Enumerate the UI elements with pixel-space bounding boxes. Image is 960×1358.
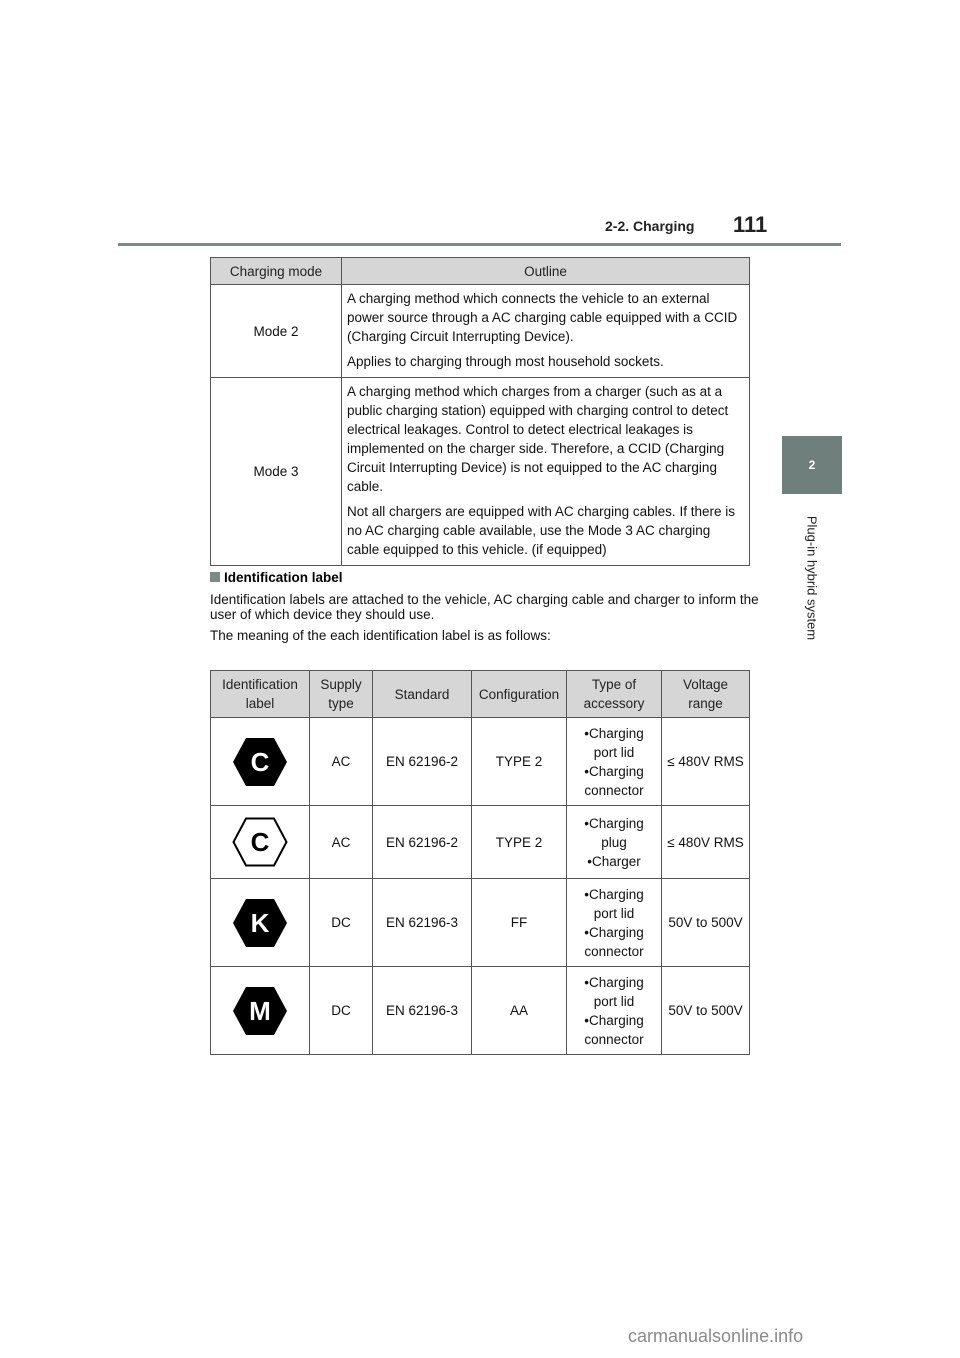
outline-cell (342, 378, 750, 566)
label-icon-cell (211, 879, 310, 967)
label-letter: C (250, 827, 270, 857)
accessory-line: • Charging (568, 885, 660, 904)
column-header-configuration: Configuration (472, 671, 567, 718)
accessory-cell (567, 879, 662, 967)
outline-paragraph: Not all chargers are equipped with AC charging cables. If there is no AC charging cable available, use the Mode 3 AC charging cable equipped to this vehicle. (if equipped) (347, 504, 735, 557)
voltage-range-cell: 50V to 500V (662, 967, 750, 1055)
charging-modes-table (210, 257, 750, 566)
hexagon-label-c-outline-icon (232, 817, 288, 867)
voltage-range-cell: 50V to 500V (662, 879, 750, 967)
chapter-number: 2 (808, 458, 816, 472)
accessory-line: • Charging (568, 1011, 660, 1030)
section-heading (210, 570, 343, 585)
voltage-range-cell: ≤ 480V RMS (662, 718, 750, 806)
accessory-line: • Charging (568, 973, 660, 992)
configuration-cell: FF (472, 879, 567, 967)
square-bullet-icon (210, 572, 220, 582)
mode-cell: Mode 3 (211, 378, 342, 566)
section-heading-text: Identification label (224, 570, 343, 585)
watermark: carmanualsonline.info (628, 1326, 804, 1346)
label-icon-cell (211, 718, 310, 806)
label-letter: C (250, 746, 270, 777)
column-header-charging-mode: Charging mode (211, 258, 342, 285)
configuration-cell: TYPE 2 (472, 718, 567, 806)
standard-cell: EN 62196-3 (373, 967, 472, 1055)
outline-paragraph: A charging method which charges from a charger (such as at a public charging station) equipped with charging control to detect electrical leakages. Control to detect electrical leakages is implemented on the charger side. Therefore, a CCID (Charging Circuit Interrupting Device) is not equipped to the AC charging cable. (347, 384, 729, 494)
table-row (211, 378, 750, 566)
accessory-line: connector (584, 943, 644, 959)
chapter-label: Plug-in hybrid system (804, 515, 820, 641)
standard-cell: EN 62196-3 (373, 879, 472, 967)
body-paragraph: The meaning of the each identification label is as follows: (210, 628, 551, 643)
supply-type-cell: AC (310, 806, 373, 879)
configuration-cell: TYPE 2 (472, 806, 567, 879)
column-header-voltage-range: Voltage range (662, 671, 750, 718)
mode-cell: Mode 2 (211, 285, 342, 378)
column-header-outline: Outline (342, 258, 750, 285)
accessory-cell (567, 967, 662, 1055)
accessory-line: • Charging (568, 724, 660, 743)
column-header-standard: Standard (373, 671, 472, 718)
column-header-identification-label: Identification label (211, 671, 310, 718)
label-icon-cell (211, 806, 310, 879)
column-header-type-of-accessory: Type of accessory (567, 671, 662, 718)
identification-labels-table (210, 670, 750, 1055)
outline-paragraph: A charging method which connects the vehicle to an external power source through a AC charging cable equipped with a CCID (Charging Circuit Interrupting Device). (347, 291, 738, 344)
accessory-cell (567, 718, 662, 806)
accessory-line: • Charging (568, 762, 660, 781)
voltage-range-cell: ≤ 480V RMS (662, 806, 750, 879)
label-letter: K (250, 907, 270, 938)
table-header-row (211, 671, 750, 718)
accessory-line: • Charging (568, 814, 660, 833)
standard-cell: EN 62196-2 (373, 718, 472, 806)
accessory-line: • Charger (568, 852, 660, 871)
hexagon-label-m-filled-icon (232, 986, 288, 1036)
section-title: 2-2. Charging (605, 218, 695, 234)
body-paragraph: Identification labels are attached to the vehicle, AC charging cable and charger to inform the user of which device they should use. (210, 592, 759, 622)
accessory-line: connector (584, 782, 644, 798)
hexagon-label-c-filled-icon (232, 737, 288, 787)
table-row (211, 967, 750, 1055)
accessory-line: port lid (593, 993, 635, 1009)
table-row (211, 285, 750, 378)
hexagon-label-k-filled-icon (232, 898, 288, 948)
supply-type-cell: AC (310, 718, 373, 806)
accessory-line: connector (584, 1031, 644, 1047)
accessory-line: port lid (593, 905, 635, 921)
table-row (211, 806, 750, 879)
configuration-cell: AA (472, 967, 567, 1055)
table-row (211, 718, 750, 806)
outline-paragraph: Applies to charging through most household sockets. (347, 354, 664, 369)
page-number: 111 (733, 212, 768, 237)
outline-cell (342, 285, 750, 378)
header-divider (118, 243, 841, 246)
chapter-tab[interactable] (782, 436, 842, 494)
standard-cell: EN 62196-2 (373, 806, 472, 879)
accessory-line: plug (601, 834, 627, 850)
accessory-line: port lid (593, 744, 635, 760)
supply-type-cell: DC (310, 879, 373, 967)
column-header-supply-type: Supply type (310, 671, 373, 718)
table-row (211, 879, 750, 967)
accessory-line: • Charging (568, 923, 660, 942)
label-letter: M (249, 995, 271, 1026)
supply-type-cell: DC (310, 967, 373, 1055)
label-icon-cell (211, 967, 310, 1055)
accessory-cell (567, 806, 662, 879)
table-header-row (211, 258, 750, 285)
